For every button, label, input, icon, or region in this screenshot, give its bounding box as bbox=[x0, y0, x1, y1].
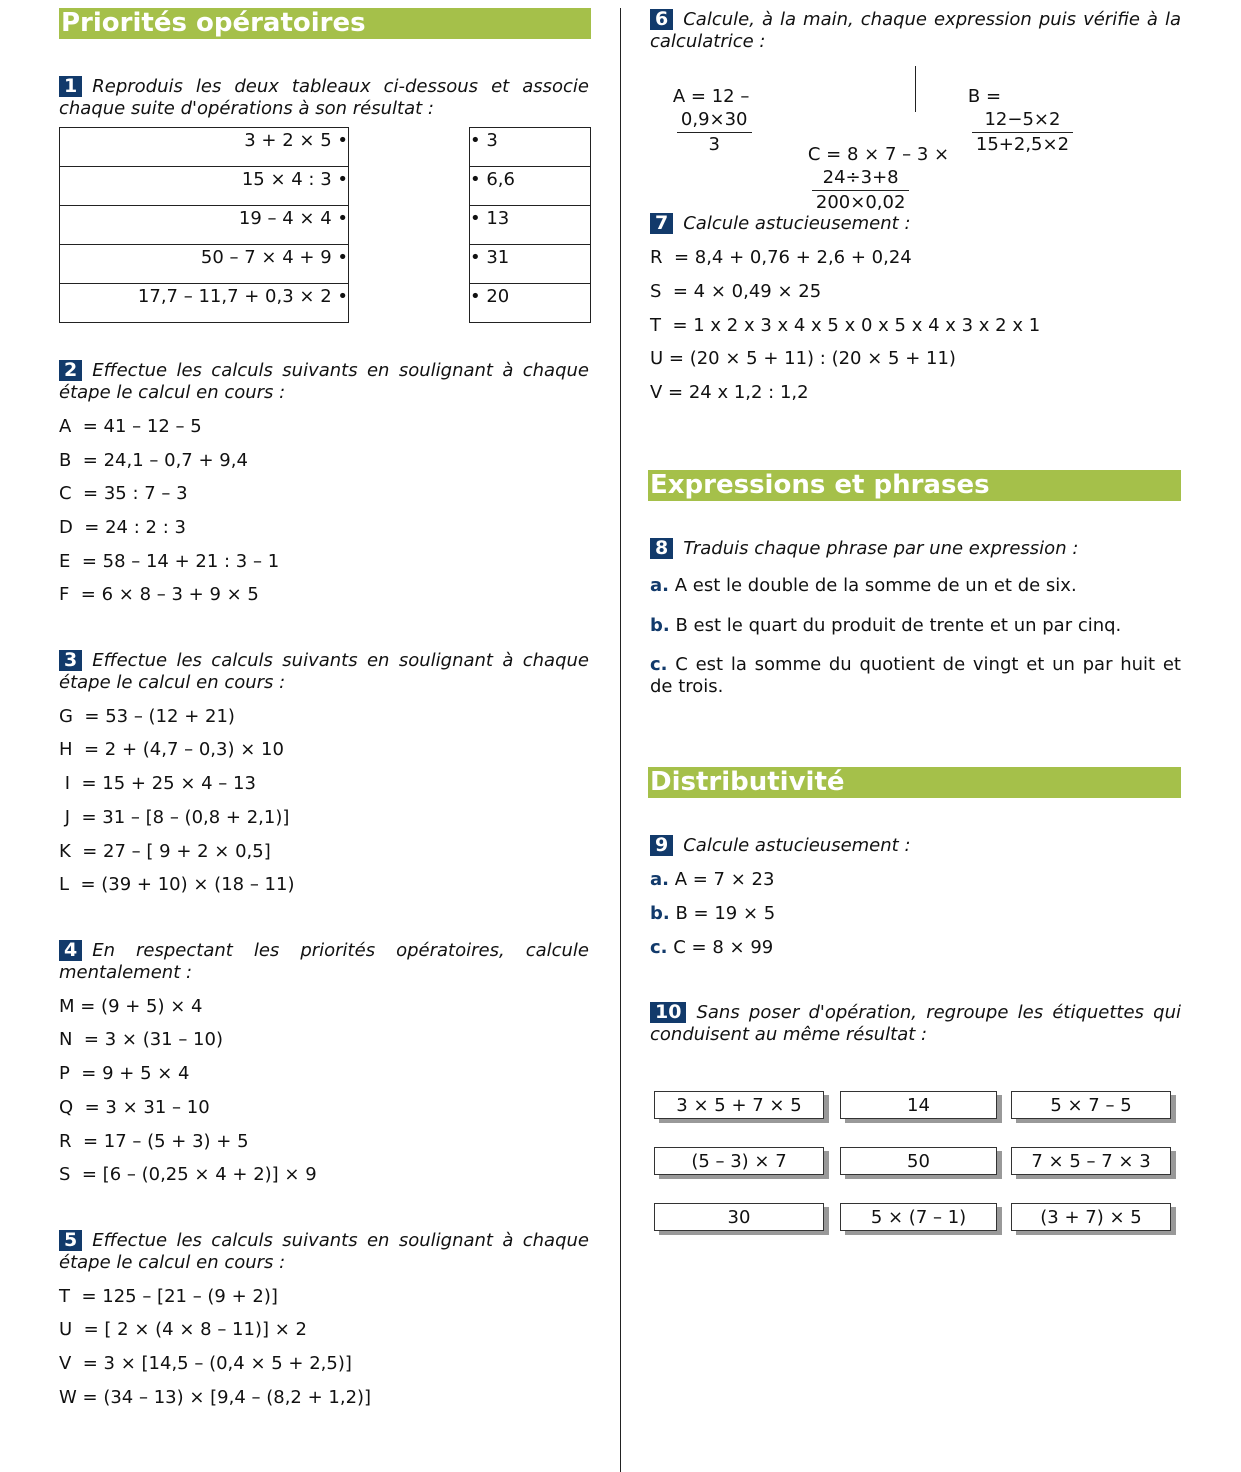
exercise-3 bbox=[59, 650, 589, 694]
fraction: $\frac{12-5\times 2}{15+2,5\times 2}$ bbox=[972, 108, 1073, 157]
calc-line: Q = 3 × 31 – 10 bbox=[59, 1097, 210, 1118]
calc-line: T = 1 x 2 x 3 x 4 x 5 x 0 x 5 x 4 x 3 x 2 x 1 bbox=[650, 315, 1041, 336]
exercise-number: 9 bbox=[650, 835, 673, 856]
calc-line: D = 24 : 2 : 3 bbox=[59, 517, 186, 538]
exercise-8 bbox=[650, 538, 1181, 560]
exercise-2 bbox=[59, 360, 589, 404]
exercise-number: 4 bbox=[59, 940, 82, 961]
table-cell: • 13 bbox=[470, 206, 591, 245]
exercise-instruction: Sans poser d'opération, regroupe les étiquettes qui conduisent au même résultat : bbox=[650, 1002, 1181, 1045]
calc-line: U = [ 2 × (4 × 8 – 11)] × 2 bbox=[59, 1319, 307, 1340]
exercise-number: 7 bbox=[650, 213, 673, 234]
calc-line: S = 4 × 0,49 × 25 bbox=[650, 281, 822, 302]
calc-line: R = 8,4 + 0,76 + 2,6 + 0,24 bbox=[650, 247, 912, 268]
calc-line: P = 9 + 5 × 4 bbox=[59, 1063, 190, 1084]
label-tag[interactable]: 7 × 5 – 7 × 3 bbox=[1011, 1147, 1171, 1175]
calc-line: L = (39 + 10) × (18 – 11) bbox=[59, 874, 295, 895]
exercise-instruction: En respectant les priorités opératoires, calcule mentalement : bbox=[59, 940, 589, 983]
list-item: a. A est le double de la somme de un et de six. bbox=[650, 575, 1077, 596]
exercise-number: 1 bbox=[59, 76, 82, 97]
label-tag[interactable]: 5 × (7 – 1) bbox=[840, 1203, 997, 1231]
separator bbox=[915, 66, 916, 112]
table-cell: • 3 bbox=[470, 128, 591, 167]
exercise-9 bbox=[650, 835, 1181, 857]
table-cell: • 31 bbox=[470, 245, 591, 284]
results-table bbox=[469, 127, 591, 323]
calc-line: F = 6 × 8 – 3 + 9 × 5 bbox=[59, 584, 259, 605]
exercise-number: 6 bbox=[650, 9, 673, 30]
calc-line: B = 24,1 – 0,7 + 9,4 bbox=[59, 450, 248, 471]
label-tag[interactable]: 3 × 5 + 7 × 5 bbox=[654, 1091, 824, 1119]
table-cell: 19 – 4 × 4 • bbox=[60, 206, 349, 245]
calc-line: V = 24 x 1,2 : 1,2 bbox=[650, 382, 809, 403]
exercise-instruction: Effectue les calculs suivants en soulignant à chaque étape le calcul en cours : bbox=[59, 650, 589, 693]
exercise-10 bbox=[650, 1002, 1181, 1046]
calc-line: T = 125 – [21 – (9 + 2)] bbox=[59, 1286, 278, 1307]
label-tag[interactable]: (3 + 7) × 5 bbox=[1011, 1203, 1171, 1231]
calc-line: M = (9 + 5) × 4 bbox=[59, 996, 203, 1017]
expression-a: A = 12 – $\frac{0,9\times 30}{3}$ bbox=[650, 64, 756, 179]
table-cell: 15 × 4 : 3 • bbox=[60, 167, 349, 206]
table-cell: • 20 bbox=[470, 284, 591, 323]
section-title-expressions: Expressions et phrases bbox=[648, 470, 1181, 501]
exercise-instruction: Effectue les calculs suivants en soulignant à chaque étape le calcul en cours : bbox=[59, 1230, 589, 1273]
section-title-priorites: Priorités opératoires bbox=[59, 8, 591, 39]
table-cell: 50 – 7 × 4 + 9 • bbox=[60, 245, 349, 284]
exercise-1 bbox=[59, 76, 589, 120]
fraction: $\frac{0,9\times 30}{3}$ bbox=[677, 108, 752, 157]
exercise-number: 5 bbox=[59, 1230, 82, 1251]
exercise-4 bbox=[59, 940, 589, 984]
list-item: b. B est le quart du produit de trente et un par cinq. bbox=[650, 615, 1122, 636]
table-cell: • 6,6 bbox=[470, 167, 591, 206]
calc-line: C = 35 : 7 – 3 bbox=[59, 483, 188, 504]
calc-line: R = 17 – (5 + 3) + 5 bbox=[59, 1131, 249, 1152]
calc-line: A = 41 – 12 – 5 bbox=[59, 416, 202, 437]
expression-b: B = $\frac{12-5\times 2}{15+2,5\times 2}$ bbox=[945, 64, 1077, 179]
section-title-distributivite: Distributivité bbox=[648, 767, 1181, 798]
operations-table bbox=[59, 127, 349, 323]
calc-line: V = 3 × [14,5 – (0,4 × 5 + 2,5)] bbox=[59, 1353, 352, 1374]
calc-line: S = [6 – (0,25 × 4 + 2)] × 9 bbox=[59, 1164, 317, 1185]
table-cell: 17,7 – 11,7 + 0,3 × 2 • bbox=[60, 284, 349, 323]
exercise-instruction: Reproduis les deux tableaux ci-dessous et associe chaque suite d'opérations à son résultat : bbox=[59, 76, 589, 119]
calc-line: E = 58 – 14 + 21 : 3 – 1 bbox=[59, 551, 280, 572]
list-item: a. A = 7 × 23 bbox=[650, 869, 775, 890]
label-tag[interactable]: 50 bbox=[840, 1147, 997, 1175]
calc-line: U = (20 × 5 + 11) : (20 × 5 + 11) bbox=[650, 348, 956, 369]
list-item: c. C = 8 × 99 bbox=[650, 937, 774, 958]
calc-line: H = 2 + (4,7 – 0,3) × 10 bbox=[59, 739, 284, 760]
exercise-number: 10 bbox=[650, 1002, 686, 1023]
fraction: $\frac{24\div 3+8}{200\times 0,02}$ bbox=[812, 166, 910, 215]
exercise-6 bbox=[650, 9, 1181, 53]
exercise-instruction: Calcule astucieusement : bbox=[683, 213, 911, 234]
exercise-5 bbox=[59, 1230, 589, 1274]
calc-line: J = 31 – [8 – (0,8 + 2,1)] bbox=[59, 807, 290, 828]
calc-line: I = 15 + 25 × 4 – 13 bbox=[59, 773, 256, 794]
label-tag[interactable]: 30 bbox=[654, 1203, 824, 1231]
calc-line: G = 53 – (12 + 21) bbox=[59, 706, 235, 727]
calc-line: W = (34 – 13) × [9,4 – (8,2 + 1,2)] bbox=[59, 1387, 372, 1408]
column-divider bbox=[620, 8, 621, 1472]
list-item: b. B = 19 × 5 bbox=[650, 903, 776, 924]
exercise-instruction: Effectue les calculs suivants en soulignant à chaque étape le calcul en cours : bbox=[59, 360, 589, 403]
exercise-number: 8 bbox=[650, 538, 673, 559]
calc-line: K = 27 – [ 9 + 2 × 0,5] bbox=[59, 841, 271, 862]
exercise-number: 2 bbox=[59, 360, 82, 381]
label-tag[interactable]: (5 – 3) × 7 bbox=[654, 1147, 824, 1175]
table-cell: 3 + 2 × 5 • bbox=[60, 128, 349, 167]
label-tag[interactable]: 14 bbox=[840, 1091, 997, 1119]
exercise-instruction: Calcule astucieusement : bbox=[683, 835, 911, 856]
exercise-instruction: Traduis chaque phrase par une expression : bbox=[683, 538, 1079, 559]
calc-line: N = 3 × (31 – 10) bbox=[59, 1029, 223, 1050]
exercise-instruction: Calcule, à la main, chaque expression puis vérifie à la calculatrice : bbox=[650, 9, 1181, 52]
expression-c: C = 8 × 7 – 3 × $\frac{24\div 3+8}{200\times 0,02}$ bbox=[807, 144, 950, 213]
label-tag[interactable]: 5 × 7 – 5 bbox=[1011, 1091, 1171, 1119]
exercise-number: 3 bbox=[59, 650, 82, 671]
exercise-7 bbox=[650, 213, 1181, 235]
list-item: c. C est la somme du quotient de vingt et un par huit et de trois. bbox=[650, 654, 1181, 697]
